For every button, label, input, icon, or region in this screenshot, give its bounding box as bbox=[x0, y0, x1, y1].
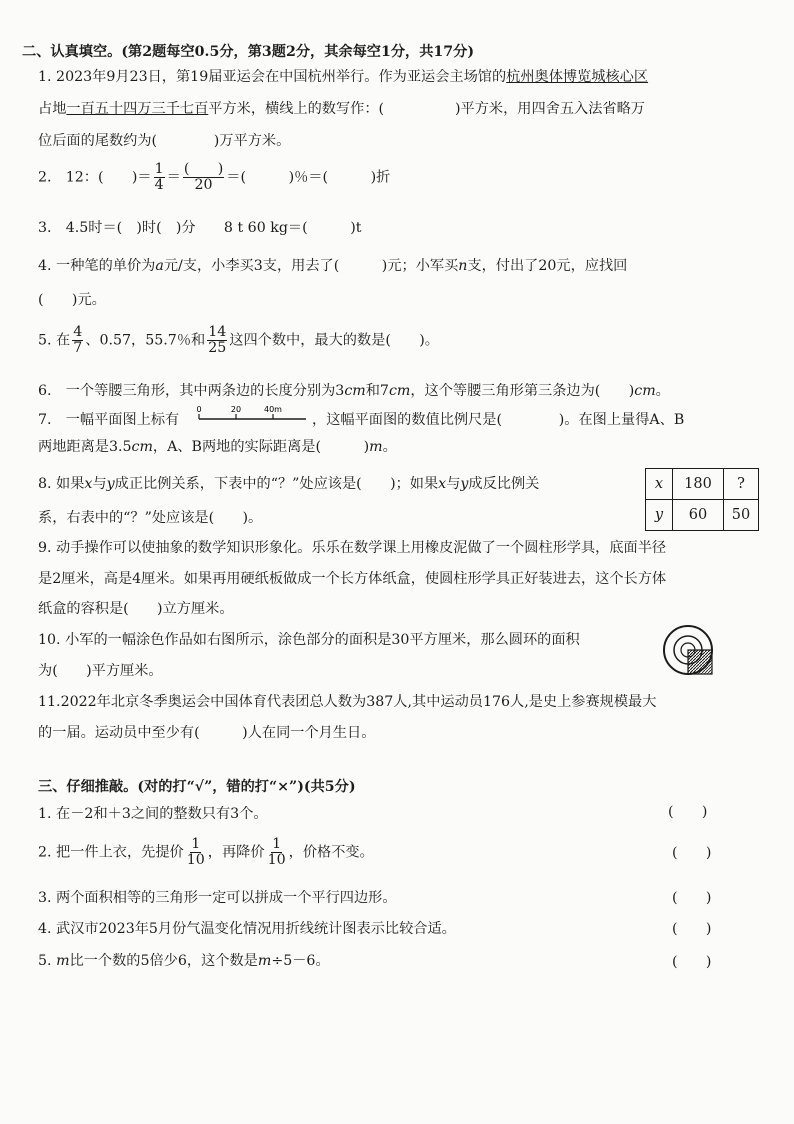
q9-line1: 9. 动手操作可以使抽象的数学知识形象化。乐乐在数学课上用橡皮泥做了一个圆柱形学具，底面半径 bbox=[38, 540, 667, 556]
xy-table-row-x bbox=[646, 469, 759, 500]
xy-table-cell: 180 bbox=[673, 469, 724, 500]
xy-table-row-y bbox=[646, 500, 759, 531]
section3-heading: 三、仔细推敲。(对的打“√”，错的打“×”)(共5分) bbox=[38, 779, 356, 795]
xy-table bbox=[645, 468, 759, 531]
tf-item-4: 4. 武汉市2023年5月份气温变化情况用折线统计图表示比较合适。 bbox=[38, 921, 456, 937]
q5-fraction-14-25: $\frac{14}{25}$ bbox=[208, 324, 227, 356]
xy-table-x-label: x bbox=[646, 469, 673, 500]
q3-line: 3. 4.5时＝( )时( )分 8 t 60 kg＝( )t bbox=[38, 220, 362, 236]
q4-line1: 4. 一种笔的单价为a元/支，小李买3支，用去了( )元；小军买n支，付出了20元，应找回 bbox=[38, 258, 628, 274]
q1-line3: 位后面的尾数约为( )万平方米。 bbox=[38, 133, 291, 149]
scale-bar-icon bbox=[196, 404, 308, 426]
tf-item-3: 3. 两个面积相等的三角形一定可以拼成一个平行四边形。 bbox=[38, 890, 397, 906]
q7-line1-right: ，这幅平面图的数值比例尺是( )。在图上量得A、B bbox=[312, 412, 685, 428]
q9-line3: 纸盒的容积是( )立方厘米。 bbox=[38, 601, 234, 617]
q1-text: 占地 bbox=[38, 101, 67, 117]
q1-text: 平方米，横线上的数写作：( )平方米，用四舍五入法省略万 bbox=[208, 101, 645, 117]
scale-tick-0: 0 bbox=[196, 405, 202, 414]
q1-line1 bbox=[38, 70, 648, 84]
q8-line1: 8. 如果x与y成正比例关系，下表中的“？”处应该是( )；如果x与y成反比例关 bbox=[38, 476, 540, 492]
tf-answer-blank-2: ( ) bbox=[672, 845, 712, 861]
fraction-1-10: $\frac{1}{10}$ bbox=[267, 836, 286, 868]
xy-table-cell: 60 bbox=[673, 500, 724, 531]
q11-line2: 的一届。运动员中至少有( )人在同一个月生日。 bbox=[38, 725, 376, 741]
q10-line1: 10. 小军的一幅涂色作品如右图所示，涂色部分的面积是30平方厘米，那么圆环的面积 bbox=[38, 632, 580, 648]
q2-text: ＝( )％＝( )折 bbox=[226, 169, 391, 186]
q10-line2: 为( )平方厘米。 bbox=[38, 663, 163, 679]
q7-line1-left: 7. 一幅平面图上标有 bbox=[38, 412, 180, 428]
q2-fraction-1-4: $\frac{1}{4}$ bbox=[154, 161, 164, 193]
q2-line: 2. 12：( )＝ $\frac{1}{4}$ ＝ $\frac{( )}{20}$ ＝( )％＝( )折 bbox=[38, 161, 391, 193]
q8-line2: 系，右表中的“？”处应该是( )。 bbox=[38, 510, 263, 526]
scale-tick-40m: 40m bbox=[264, 405, 282, 414]
q2-fraction-blank-20: $\frac{( )}{20}$ bbox=[183, 161, 224, 193]
scale-tick-20: 20 bbox=[230, 405, 242, 414]
q6-line: 6. 一个等腰三角形，其中两条边的长度分别为3cm和7cm，这个等腰三角形第三条边为( )cm。 bbox=[38, 383, 670, 399]
tf-answer-blank-4: ( ) bbox=[672, 921, 712, 937]
xy-table-cell: ? bbox=[724, 469, 759, 500]
q11-line1: 11.2022年北京冬季奥运会中国体育代表团总人数为387人,其中运动员176人,是史上参赛规模最大 bbox=[38, 694, 657, 710]
tf-answer-blank-1: ( ) bbox=[668, 804, 708, 820]
var-a: a bbox=[155, 258, 164, 274]
xy-table-y-label: y bbox=[646, 500, 673, 531]
xy-table-cell: 50 bbox=[724, 500, 759, 531]
q5-line: 5. 在 $\frac{4}{7}$ 、0.57，55.7％和 $\frac{14}{25}$ 这四个数中，最大的数是( )。 bbox=[38, 324, 439, 356]
tf-item-1: 1. 在－2和＋3之间的整数只有3个。 bbox=[38, 806, 268, 822]
q5-fraction-4-7: $\frac{4}{7}$ bbox=[73, 324, 83, 356]
q1-line2 bbox=[38, 102, 645, 116]
tf-answer-blank-5: ( ) bbox=[672, 954, 712, 970]
tf-item-5: 5. m比一个数的5倍少6，这个数是m÷5－6。 bbox=[38, 953, 330, 969]
ring-figure-icon bbox=[660, 622, 720, 682]
q1-underlined-number: 一百五十四万三千七百 bbox=[66, 101, 209, 117]
q2-text: 2. 12：( )＝ bbox=[38, 169, 152, 186]
q1-text: 1. 2023年9月23日，第19届亚运会在中国杭州举行。作为亚运会主场馆的 bbox=[38, 69, 507, 85]
q1-underlined-place: 杭州奥体博览城核心区 bbox=[506, 69, 649, 85]
section2-heading: 二、认真填空。(第2题每空0.5分，第3题2分，其余每空1分，共17分) bbox=[22, 44, 475, 60]
q4-line2: ( )元。 bbox=[38, 292, 106, 308]
q9-line2: 是2厘米，高是4厘米。如果再用硬纸板做成一个长方体纸盒，使圆柱形学具正好装进去，这个长方体 bbox=[38, 571, 667, 587]
fraction-1-10: $\frac{1}{10}$ bbox=[186, 836, 205, 868]
var-n: n bbox=[458, 258, 468, 274]
tf-answer-blank-3: ( ) bbox=[672, 890, 712, 906]
q7-line2: 两地距离是3.5cm，A、B两地的实际距离是( )m。 bbox=[38, 439, 397, 455]
tf-item-2: 2. 把一件上衣，先提价 $\frac{1}{10}$ ，再降价 $\frac{1}{10}$ ，价格不变。 bbox=[38, 836, 374, 868]
